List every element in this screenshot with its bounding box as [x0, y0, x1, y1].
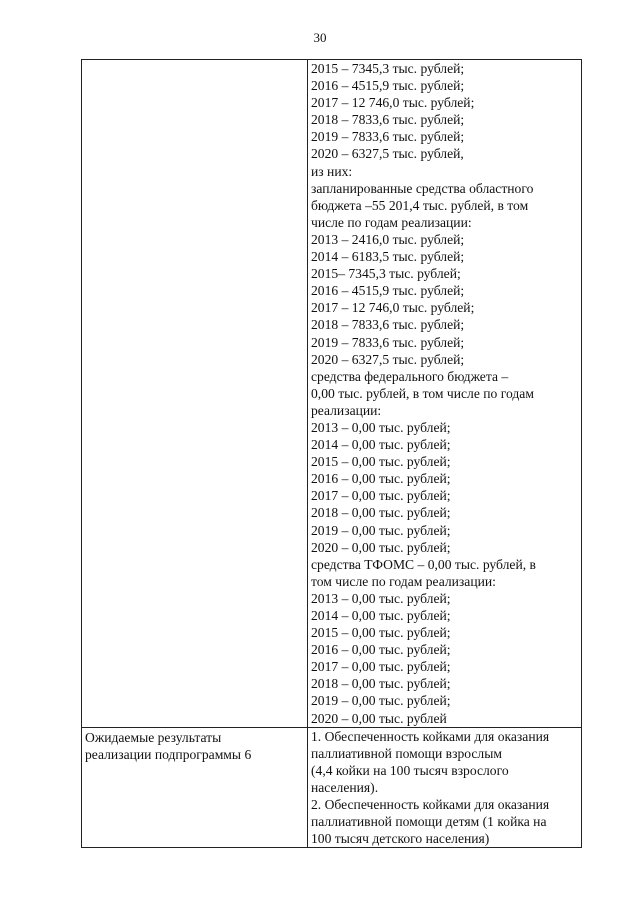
- funding-line: 2019 – 7833,6 тыс. рублей;: [311, 129, 465, 145]
- funding-line: 2019 – 0,00 тыс. рублей;: [311, 522, 451, 538]
- funding-line: 2016 – 0,00 тыс. рублей;: [311, 642, 451, 658]
- expected-results-label: Ожидаемые результаты: [85, 729, 222, 745]
- funding-line: 2017 – 12 746,0 тыс. рублей;: [311, 300, 475, 316]
- funding-line: 0,00 тыс. рублей, в том числе по годам: [311, 385, 534, 401]
- funding-line: 2013 – 2416,0 тыс. рублей;: [311, 231, 465, 247]
- funding-line: 2020 – 0,00 тыс. рублей;: [311, 539, 451, 555]
- expected-results-label: реализации подпрограммы 6: [85, 746, 252, 762]
- funding-line: том числе по годам реализации:: [311, 573, 496, 589]
- subprogram-passport-table: [81, 59, 582, 848]
- funding-line: 2015– 7345,3 тыс. рублей;: [311, 266, 461, 282]
- funding-line: 2015 – 7345,3 тыс. рублей;: [311, 61, 465, 76]
- funding-line: 2020 – 6327,5 тыс. рублей,: [311, 146, 464, 162]
- page-number: 30: [313, 30, 327, 45]
- funding-line: бюджета –55 201,4 тыс. рублей, в том: [311, 197, 529, 213]
- funding-line: реализации:: [311, 402, 382, 418]
- expected-result-line: (4,4 койки на 100 тысяч взрослого: [311, 762, 509, 778]
- expected-result-line: населения).: [311, 779, 379, 795]
- funding-line: 2015 – 0,00 тыс. рублей;: [311, 454, 451, 470]
- expected-result-line: 100 тысяч детского населения): [311, 831, 490, 847]
- funding-line: 2013 – 0,00 тыс. рублей;: [311, 590, 451, 606]
- funding-value-cell: [308, 60, 582, 728]
- expected-result-line: паллиативной помощи взрослым: [311, 745, 502, 761]
- funding-line: 2020 – 6327,5 тыс. рублей;: [311, 351, 465, 367]
- funding-line: средства федерального бюджета –: [311, 368, 509, 384]
- funding-line: 2017 – 0,00 тыс. рублей;: [311, 488, 451, 504]
- expected-results-value-cell: [308, 727, 582, 848]
- funding-line: 2018 – 7833,6 тыс. рублей;: [311, 112, 465, 128]
- funding-line: 2014 – 0,00 тыс. рублей;: [311, 608, 451, 623]
- funding-line: 2020 – 0,00 тыс. рублей: [311, 710, 447, 726]
- expected-result-line: паллиативной помощи детям (1 койка на: [311, 814, 547, 830]
- funding-line: 2016 – 4515,9 тыс. рублей;: [311, 78, 465, 94]
- expected-results-label-cell: [82, 727, 308, 848]
- funding-line: 2014 – 6183,5 тыс. рублей;: [311, 249, 465, 265]
- funding-line: 2013 – 0,00 тыс. рублей;: [311, 419, 451, 435]
- funding-line: 2018 – 0,00 тыс. рублей;: [311, 676, 451, 692]
- funding-line: числе по годам реализации:: [311, 214, 472, 230]
- expected-result-line: 1. Обеспеченность койками для оказания: [311, 728, 550, 744]
- funding-line: 2019 – 7833,6 тыс. рублей;: [311, 334, 465, 350]
- funding-line: 2015 – 0,00 тыс. рублей;: [311, 625, 451, 641]
- expected-result-line: 2. Обеспеченность койками для оказания: [311, 797, 550, 813]
- funding-line: 2017 – 0,00 тыс. рублей;: [311, 659, 451, 675]
- funding-line: 2016 – 4515,9 тыс. рублей;: [311, 283, 465, 299]
- funding-row: [82, 60, 582, 728]
- expected-results-row: [82, 727, 582, 848]
- funding-line: запланированные средства областного: [311, 180, 534, 196]
- funding-line: 2017 – 12 746,0 тыс. рублей;: [311, 95, 475, 111]
- funding-line: 2019 – 0,00 тыс. рублей;: [311, 693, 451, 709]
- funding-line: 2016 – 0,00 тыс. рублей;: [311, 471, 451, 487]
- funding-label-cell: [82, 60, 308, 728]
- funding-line: 2018 – 0,00 тыс. рублей;: [311, 505, 451, 521]
- funding-line: 2014 – 0,00 тыс. рублей;: [311, 437, 451, 453]
- funding-line: из них:: [311, 163, 353, 179]
- funding-line: средства ТФОМС – 0,00 тыс. рублей, в: [311, 556, 536, 572]
- funding-line: 2018 – 7833,6 тыс. рублей;: [311, 317, 465, 333]
